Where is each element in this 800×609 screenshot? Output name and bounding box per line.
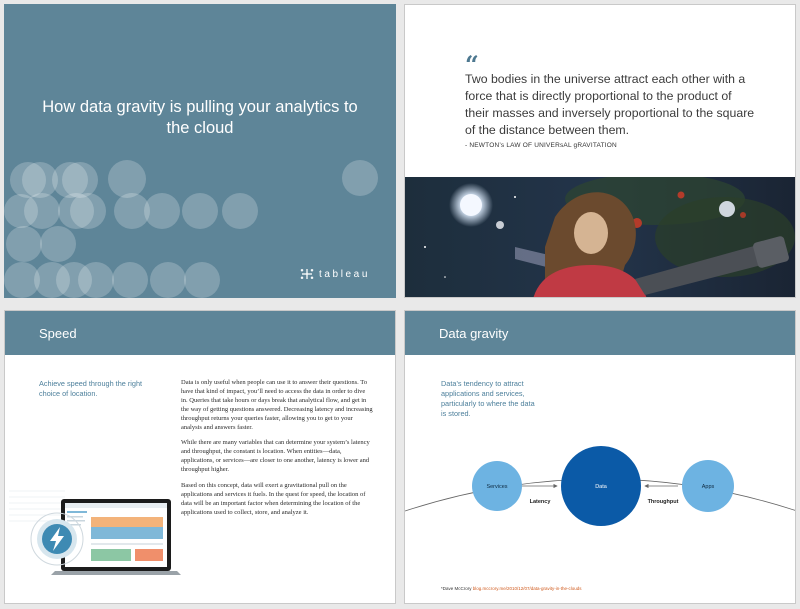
- presentation-title: How data gravity is pulling your analytics to the cloud: [42, 98, 358, 137]
- data-label: Data: [595, 484, 607, 490]
- latency-label: Latency: [529, 499, 551, 505]
- decorative-circle: [184, 262, 220, 298]
- logo-wordmark: tableau: [319, 268, 371, 280]
- slide-header: [5, 311, 395, 355]
- decorative-circle: [144, 193, 180, 229]
- laptop-dashboard-illustration: [5, 483, 185, 583]
- decorative-circle: [6, 226, 42, 262]
- decorative-circle: [70, 193, 106, 229]
- decorative-circle: [108, 160, 146, 198]
- body-paragraph: Data is only useful when people can use it to answer their questions. To have that kind of impact, you’ll need to access the data in order to dive in. Queries that take hours or days break that analytical flow, and get in the way of getting questions answered. Decreasing latency and increasing throughput returns your queries faster, allowing you to get to your analysis and answers faster.: [181, 379, 373, 431]
- slide-lead: Achieve speed through the right choice of location.: [39, 379, 143, 398]
- slide-title: Speed: [39, 326, 77, 341]
- decorative-circle: [24, 193, 60, 229]
- decorative-circle: [40, 226, 76, 262]
- footnote: [441, 586, 582, 591]
- services-label: Services: [486, 484, 508, 490]
- tableau-logo: [300, 267, 370, 281]
- throughput-label: Throughput: [647, 499, 679, 505]
- quote-mark: “: [465, 50, 479, 79]
- tableau-logo-icon: [300, 267, 314, 281]
- newton-quote: Two bodies in the universe attract each other with a force that is directly proportional to the product of their masses and inversely proportional to the square of the distance between them.: [465, 72, 755, 137]
- decorative-circle: [150, 262, 186, 298]
- decorative-circle: [112, 262, 148, 298]
- body-paragraph: While there are many variables that can determine your system’s latency and throughput, the constant is location. When entities—data, applications, or services—are closer to one another, latency is lower and throughput higher.: [181, 439, 370, 474]
- decorative-circle: [182, 193, 218, 229]
- slide-body: [181, 379, 373, 525]
- apps-label: Apps: [701, 484, 715, 490]
- slide-title: Data gravity: [439, 326, 509, 341]
- newton-illustration: [405, 177, 796, 298]
- footnote-link[interactable]: blog.mccrory.me/2010/12/07/data-gravity-in-the-clouds: [472, 586, 582, 591]
- title-slide[interactable]: [4, 4, 396, 298]
- body-paragraph: Based on this concept, data will exert a gravitational pull on the applications and services it fuels. In the quest for speed, the location of data will be an important factor when determining the location of the applications used to collect, store, and analyze it.: [181, 482, 366, 516]
- footnote-author: *Dave McCrory: [441, 586, 472, 591]
- decorative-circle: [78, 262, 114, 298]
- data-gravity-diagram: [405, 431, 796, 581]
- slide-lead: Data’s tendency to attract applications and services, particularly to where the data is stored.: [441, 379, 535, 418]
- speed-slide[interactable]: [4, 310, 396, 604]
- quote-slide[interactable]: [404, 4, 796, 298]
- data-gravity-slide[interactable]: [404, 310, 796, 604]
- decorative-circle: [342, 160, 378, 196]
- slide-header: [405, 311, 795, 355]
- quote-citation: - NEWTON’s LAW OF UNIVERsAL gRAVITATION: [465, 142, 617, 149]
- decorative-circle: [222, 193, 258, 229]
